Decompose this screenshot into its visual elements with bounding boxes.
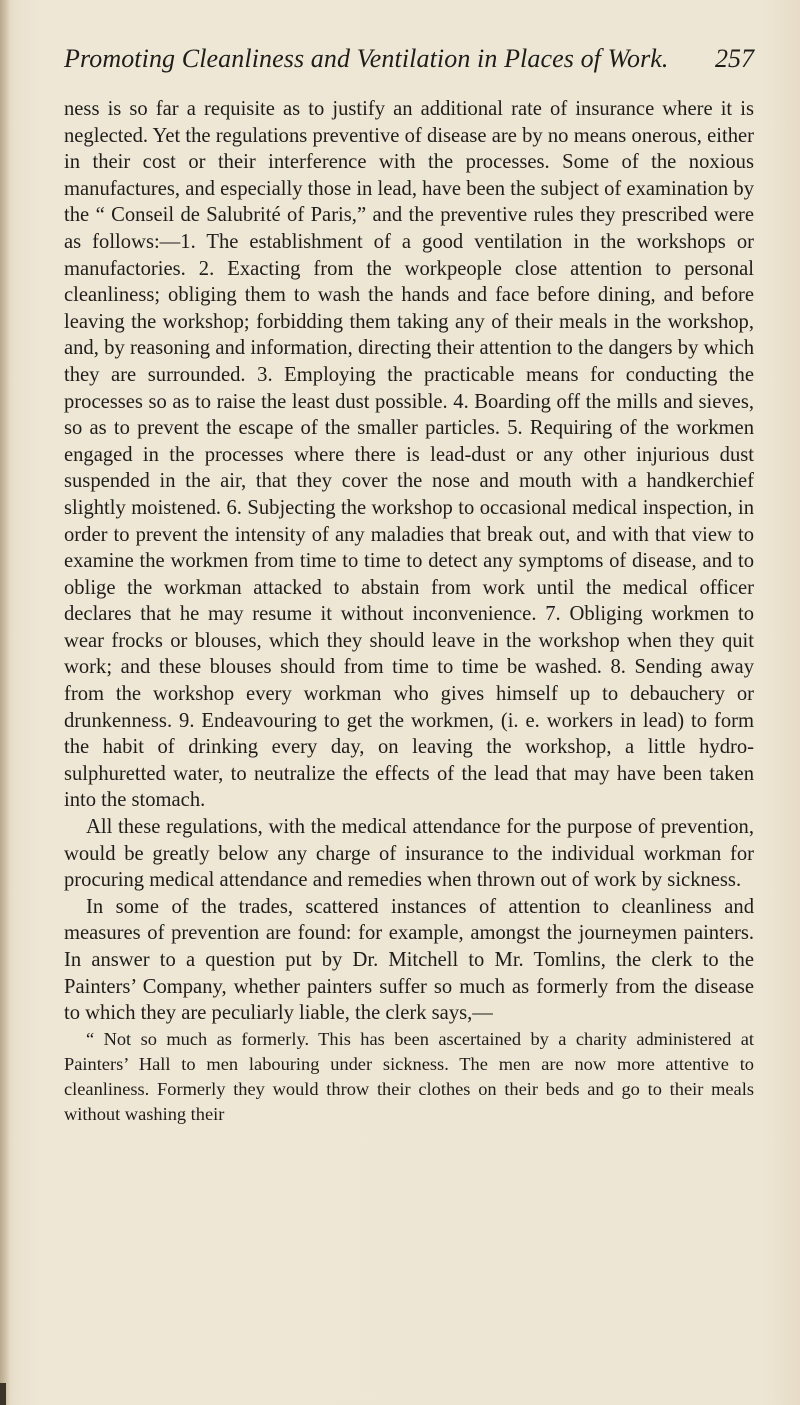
running-header (64, 44, 754, 80)
running-title: Promoting Cleanliness and Ventilation in Places of Work. (64, 44, 669, 73)
spine-shadow (0, 0, 10, 1405)
paragraph-regulations: ness is so far a requisite as to justify an additional rate of insurance where it is neglected. Yet the regulations preventive of disease are by no means onerous, either in their cost or their interference with the processes. Some of the noxious manufactures, and especially those in lead, have been the subject of examination by the “ Conseil de Salubrité of Paris,” and the preventive rules they prescribed were as follows:—1. The establishment of a good ventilation in the workshops or manufactories. 2. Exacting from the workpeople close attention to personal cleanliness; obliging them to wash the hands and face before dining, and before leaving the workshop; forbidding them taking any of their meals in the workshop, and, by reasoning and information, directing their attention to the dangers by which they are surrounded. 3. Employing the practicable means for conducting the processes so as to raise the least dust possible. 4. Boarding off the mills and sieves, so as to prevent the escape of the smaller particles. 5. Requiring of the workmen engaged in the processes where there is lead-dust or any other injurious dust suspended in the air, that they cover the nose and mouth with a handkerchief slightly moistened. 6. Subjecting the workshop to occasional medical inspection, in order to prevent the intensity of any maladies that break out, and with that view to examine the workmen from time to time to detect any symptoms of disease, and to oblige the workman attacked to abstain from work until the medical officer declares that he may resume it without inconvenience. 7. Obliging workmen to wear frocks or blouses, which they should leave in the workshop when they quit work; and these blouses should from time to time be washed. 8. Sending away from the workshop every workman who gives himself up to debauchery or drunkenness. 9. Endeavouring to get the workmen, (i. e. workers in lead) to form the habit of drinking every day, on leaving the workshop, a little hydro-sulphuretted water, to neutralize the effects of the lead that may have been taken into the stomach. (64, 98, 754, 812)
binding-edge-mark (0, 1383, 6, 1405)
paragraph-painters: In some of the trades, scattered instances of attention to cleanliness and measures of prevention are found: for example, amongst the journeymen painters. In answer to a question put by Dr. Mitchell to Mr. Tomlins, the clerk to the Painters’ Company, whether painters suffer so much as formerly from the disease to which they are peculiarly liable, the clerk says,— (64, 895, 754, 1025)
page-number: 257 (715, 44, 754, 73)
body-text (64, 96, 754, 1128)
paragraph-insurance-comparison: All these regulations, with the medical attendance for the purpose of prevention, would be greatly below any charge of insurance to the individual workman for procuring medical attendance and remedies when thrown out of work by sickness. (64, 816, 754, 892)
quoted-testimony: “ Not so much as formerly. This has been ascertained by a charity administered at Painters’ Hall to men labouring under sickness. The men are now more attentive to cleanliness. Formerly they would throw their clothes on their beds and go to their meals without washing their (64, 1028, 754, 1125)
